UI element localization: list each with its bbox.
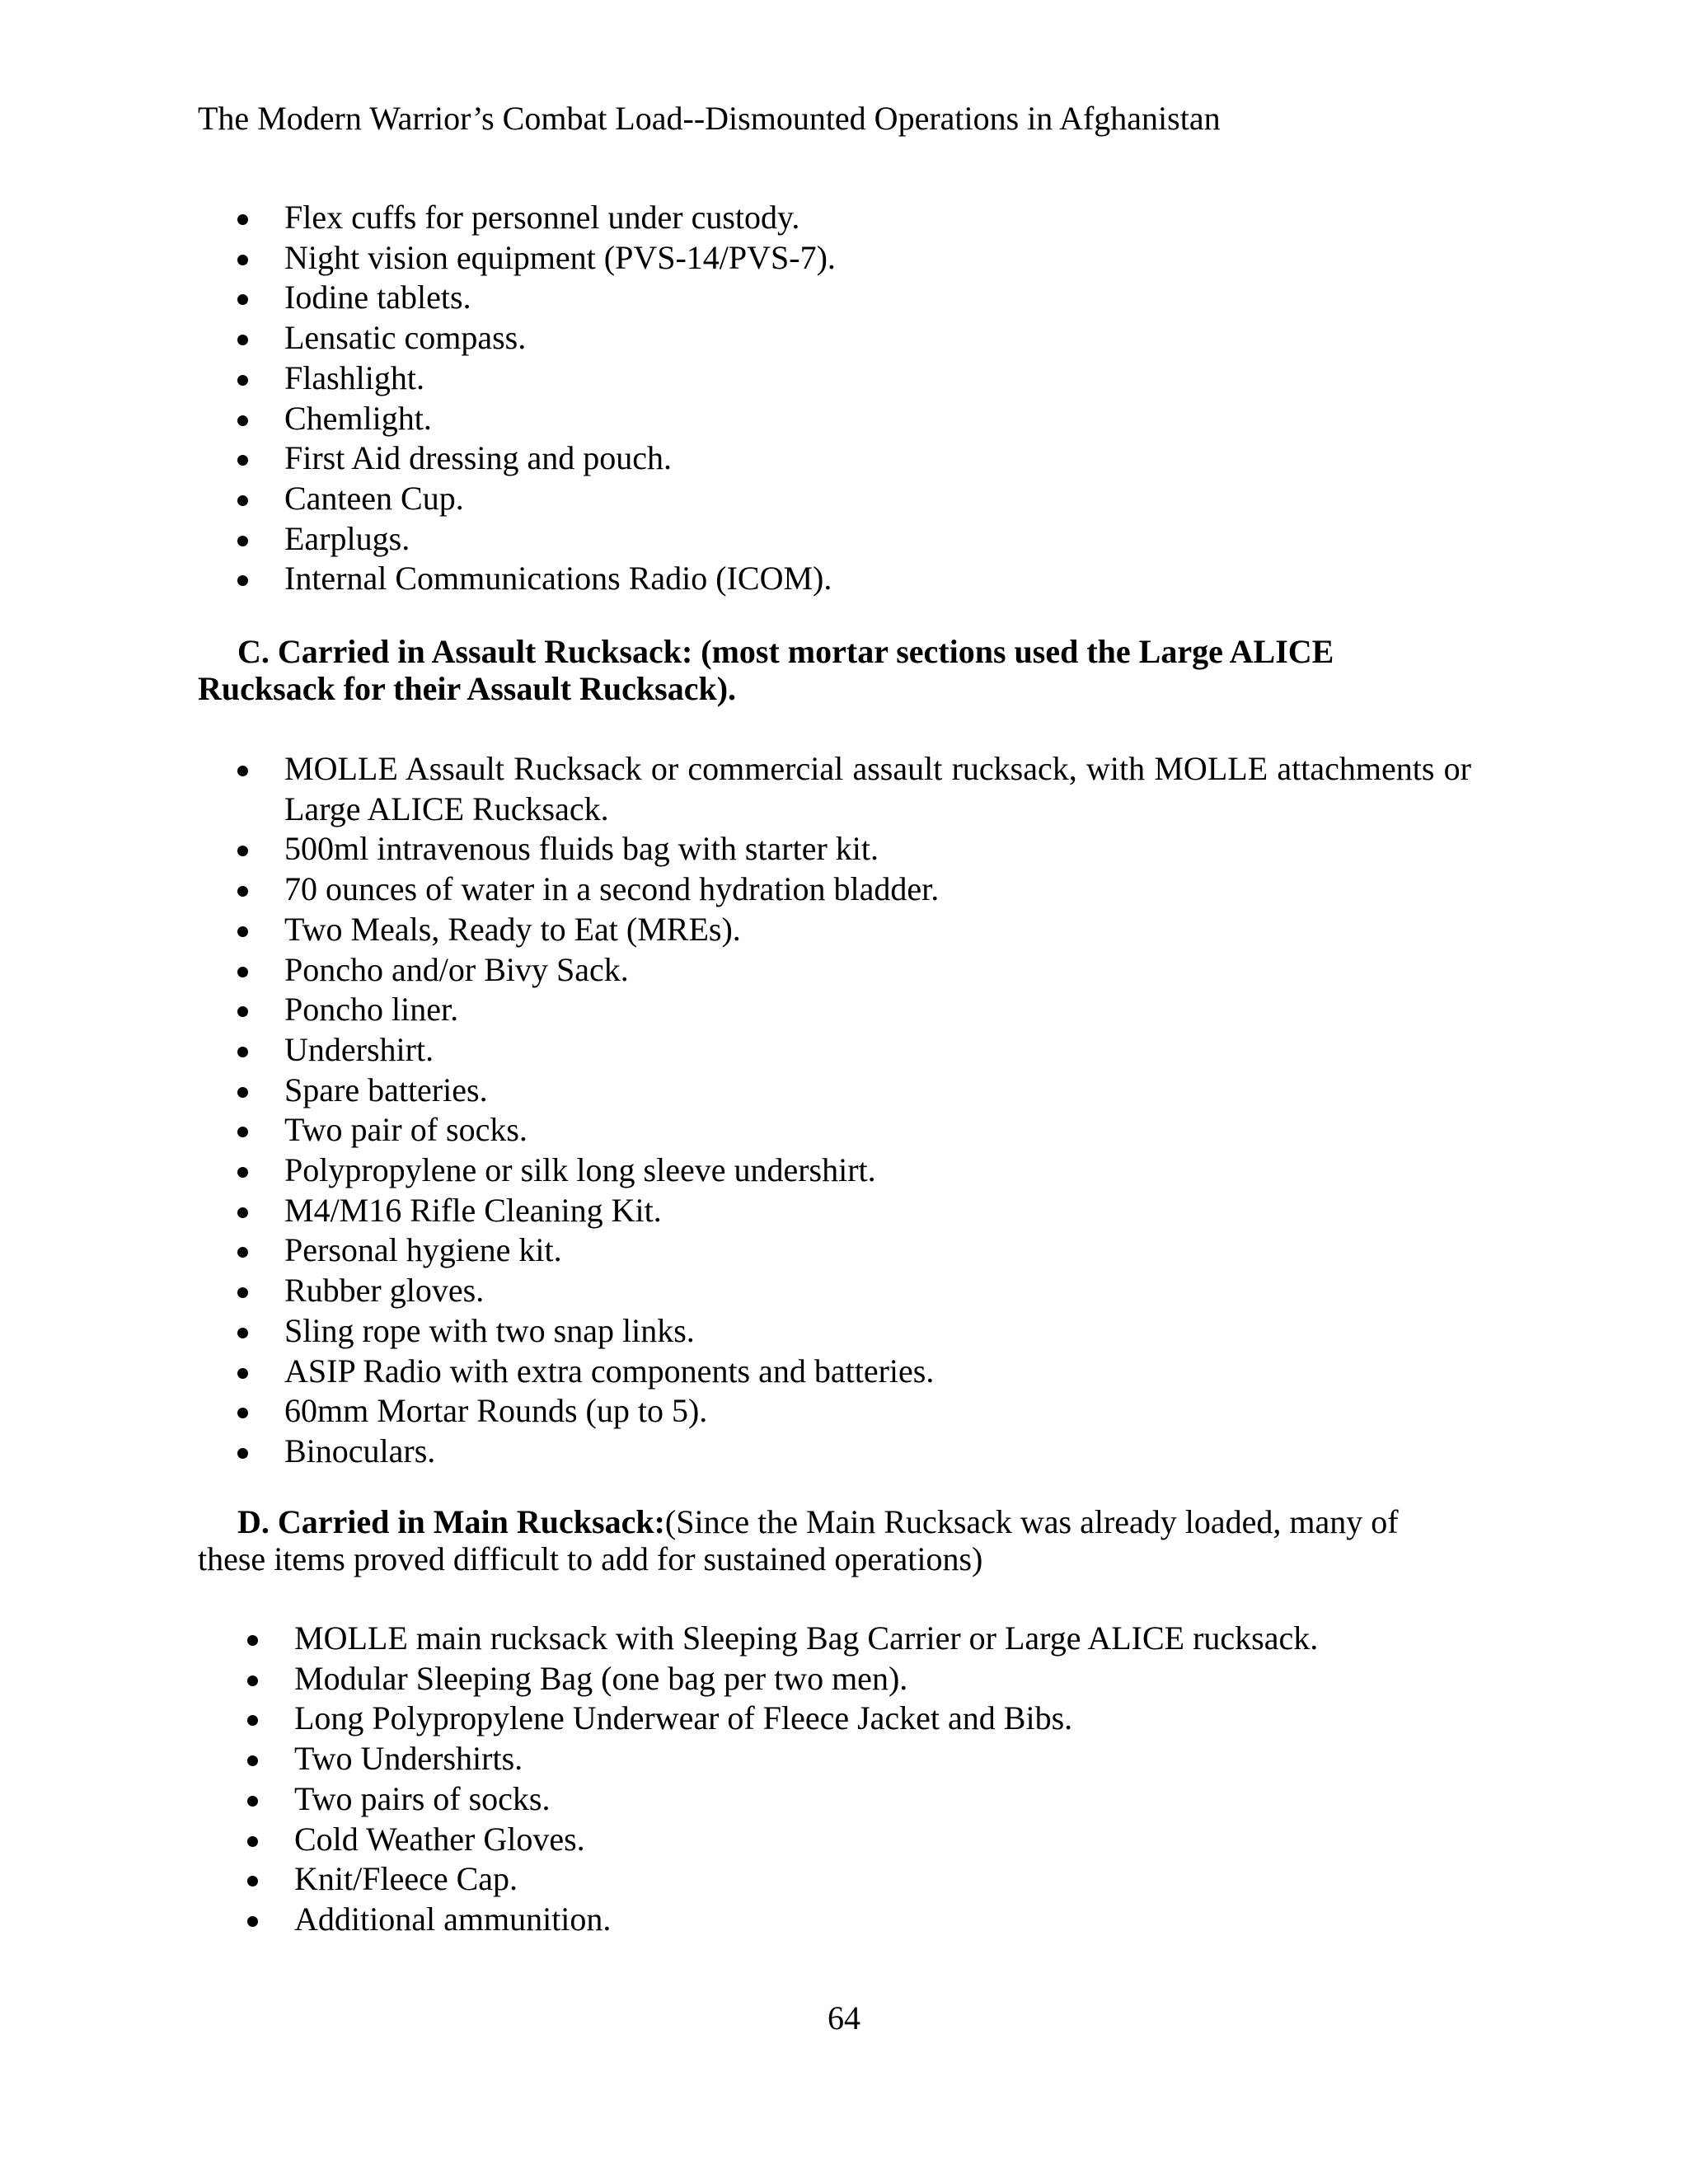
main-rucksack-list	[0, 1619, 1484, 1940]
bullet-icon	[237, 255, 248, 265]
list-item	[0, 238, 1471, 279]
bullet-icon	[237, 1328, 248, 1338]
list-item-text: 500ml intravenous fluids bag with starter kit.	[284, 830, 879, 868]
list-item	[0, 1900, 1481, 1940]
list-item	[0, 1820, 1481, 1860]
list-item-text: ASIP Radio with extra components and batteries.	[284, 1352, 935, 1390]
bullet-icon	[237, 1047, 248, 1057]
list-item	[0, 198, 1471, 238]
list-item	[0, 399, 1471, 439]
bullet-icon	[247, 1796, 258, 1807]
list-item-text: Lensatic compass.	[284, 319, 527, 357]
list-item-text: First Aid dressing and pouch.	[284, 439, 672, 477]
bullet-icon	[237, 1408, 248, 1418]
list-item-text: Knit/Fleece Cap.	[294, 1860, 518, 1898]
list-item-text: Spare batteries.	[284, 1071, 488, 1108]
bullet-icon	[247, 1836, 258, 1847]
list-item-text: Personal hygiene kit.	[284, 1231, 562, 1269]
bullet-icon	[237, 766, 248, 776]
section-c-heading-text: C. Carried in Assault Rucksack: (most mortar sections used the Large ALICE Rucksack for their Assault Rucksack).	[198, 633, 1334, 707]
page-number: 64	[828, 1999, 860, 2036]
list-item-text: Polypropylene or silk long sleeve undershirt.	[284, 1151, 876, 1189]
bullet-icon	[237, 1167, 248, 1178]
list-item-text: Two Undershirts.	[294, 1740, 523, 1778]
list-item-text: Long Polypropylene Underwear of Fleece Jacket and Bibs.	[294, 1699, 1073, 1737]
list-item-text: Iodine tablets.	[284, 279, 471, 316]
list-item-text: Undershirt.	[284, 1030, 434, 1068]
bullet-icon	[237, 214, 248, 225]
list-item-text: Cold Weather Gloves.	[294, 1820, 585, 1858]
list-item	[0, 1191, 1471, 1231]
section-d-heading-bold: D. Carried in Main Rucksack:	[237, 1503, 665, 1540]
bullet-icon	[237, 375, 248, 386]
bullet-icon	[237, 1127, 248, 1137]
section-c-heading	[198, 633, 1471, 707]
list-item	[0, 278, 1471, 318]
list-item-text: Flashlight.	[284, 359, 425, 396]
list-item-text: 70 ounces of water in a second hydration bladder.	[284, 870, 940, 908]
bullet-icon	[247, 1755, 258, 1766]
list-item-text: Two Meals, Ready to Eat (MREs).	[284, 910, 741, 948]
list-item-text: Internal Communications Radio (ICOM).	[284, 560, 832, 598]
list-item	[0, 1311, 1471, 1352]
list-item	[0, 559, 1471, 599]
bullet-icon	[237, 1087, 248, 1098]
list-item-text: Modular Sleeping Bag (one bag per two men).	[294, 1659, 908, 1697]
list-item	[0, 1779, 1481, 1820]
bullet-icon	[237, 846, 248, 856]
list-item-text: Additional ammunition.	[294, 1900, 612, 1938]
section-d-heading	[198, 1503, 1471, 1577]
list-item	[0, 1619, 1481, 1659]
list-item-text: Binoculars.	[284, 1432, 436, 1469]
list-item-text: Two pairs of socks.	[294, 1779, 551, 1817]
list-item-text: Earplugs.	[284, 519, 410, 557]
bullet-icon	[247, 1876, 258, 1886]
bullet-icon	[237, 1448, 248, 1459]
bullet-icon	[237, 294, 248, 305]
list-item	[0, 1391, 1471, 1432]
list-item	[0, 1352, 1471, 1392]
list-item	[0, 1432, 1471, 1472]
list-item	[0, 1230, 1471, 1271]
list-item-text: Canteen Cup.	[284, 479, 464, 517]
bullet-icon	[237, 536, 248, 546]
list-item	[0, 519, 1471, 560]
list-item-text: Night vision equipment (PVS-14/PVS-7).	[284, 238, 836, 276]
list-item-text: Poncho and/or Bivy Sack.	[284, 950, 629, 988]
list-item	[0, 1071, 1471, 1111]
bullet-icon	[237, 415, 248, 426]
list-item	[0, 1151, 1471, 1191]
list-item-text: Chemlight.	[284, 399, 432, 437]
assault-rucksack-list	[0, 749, 1484, 1472]
list-item	[0, 1271, 1471, 1311]
bullet-icon	[237, 335, 248, 345]
bullet-icon	[237, 886, 248, 897]
bullet-icon	[237, 495, 248, 506]
bullet-icon	[237, 1247, 248, 1258]
list-item	[0, 1659, 1481, 1699]
list-item	[0, 829, 1471, 869]
list-item	[0, 1110, 1471, 1151]
list-item-text: Poncho liner.	[284, 991, 459, 1029]
bullet-icon	[247, 1715, 258, 1726]
equipment-list-a	[0, 198, 1484, 599]
list-item	[0, 990, 1471, 1030]
bullet-icon	[237, 967, 248, 977]
bullet-icon	[237, 926, 248, 937]
bullet-icon	[237, 575, 248, 586]
list-item-text: Sling rope with two snap links.	[284, 1311, 695, 1349]
list-item	[0, 479, 1471, 519]
list-item-text: MOLLE Assault Rucksack or commercial assault rucksack, with MOLLE attachments or Large ALICE Rucksack.	[284, 750, 1471, 827]
bullet-icon	[237, 1006, 248, 1017]
list-item	[0, 1030, 1471, 1071]
list-item	[0, 359, 1471, 399]
bullet-icon	[247, 1635, 258, 1646]
list-item	[0, 749, 1471, 829]
section-d-heading-note: (Since the Main Rucksack was already loaded, many of these items proved difficult to add for sustained operations)	[198, 1503, 1399, 1577]
list-item	[0, 438, 1471, 479]
bullet-icon	[237, 1287, 248, 1298]
bullet-icon	[247, 1916, 258, 1927]
list-item	[0, 318, 1471, 359]
list-item	[0, 1739, 1481, 1779]
bullet-icon	[247, 1675, 258, 1686]
list-item-text: 60mm Mortar Rounds (up to 5).	[284, 1392, 708, 1430]
list-item-text: Two pair of socks.	[284, 1111, 528, 1149]
list-item	[0, 1699, 1481, 1739]
bullet-icon	[237, 1207, 248, 1218]
list-item	[0, 910, 1471, 950]
running-header: The Modern Warrior’s Combat Load--Dismounted Operations in Afghanistan	[198, 100, 1221, 137]
list-item-text: M4/M16 Rifle Cleaning Kit.	[284, 1191, 662, 1229]
list-item-text: Flex cuffs for personnel under custody.	[284, 199, 800, 236]
list-item	[0, 869, 1471, 910]
list-item-text: Rubber gloves.	[284, 1272, 485, 1310]
list-item-text: MOLLE main rucksack with Sleeping Bag Carrier or Large ALICE rucksack.	[294, 1619, 1319, 1657]
bullet-icon	[237, 1368, 248, 1379]
list-item	[0, 950, 1471, 991]
bullet-icon	[237, 455, 248, 466]
list-item	[0, 1859, 1481, 1900]
